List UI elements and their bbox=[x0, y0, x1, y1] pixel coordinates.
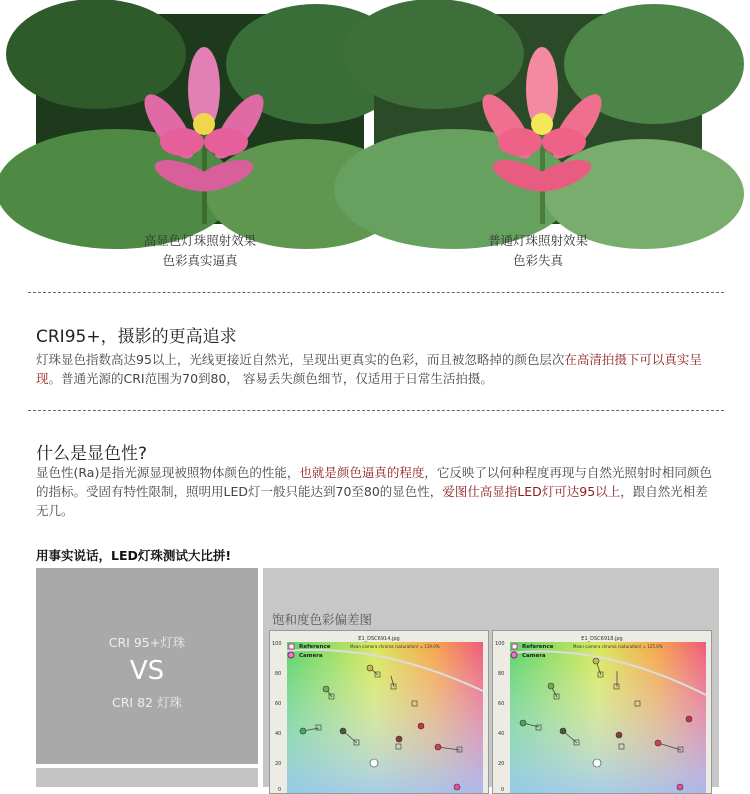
y-tick: 100 bbox=[272, 641, 282, 647]
chart-note: Mean camera chroma (saturation) = 125.6% bbox=[573, 644, 663, 649]
cri-low-label: CRI 82 灯珠 bbox=[112, 695, 182, 710]
panel-bottom bbox=[36, 768, 258, 787]
section-title-cri: CRI95+，摄影的更高追求 bbox=[36, 327, 237, 347]
saturation-chart-panel bbox=[263, 568, 719, 793]
chart-title: 饱和度色彩偏差图 bbox=[272, 612, 373, 627]
vs-label: VS bbox=[129, 656, 165, 686]
photo-caption-left bbox=[36, 231, 364, 271]
comparison-title: 用事实说话，LED灯珠测试大比拼! bbox=[36, 548, 232, 563]
section-title-color-rendering: 什么是显色性? bbox=[36, 444, 148, 464]
saturation-chart-right bbox=[492, 630, 712, 794]
text: 显色性(Ra)是指光源显现被照物体颜色的性能， bbox=[36, 465, 300, 480]
y-tick: 100 bbox=[495, 641, 505, 647]
y-tick: 60 bbox=[275, 701, 282, 707]
cri-comparison-panel bbox=[36, 568, 258, 764]
section-text-cri bbox=[36, 350, 714, 388]
legend-camera: Camera bbox=[299, 653, 323, 659]
chart-header: E1_DSC6914.jpg bbox=[358, 636, 400, 642]
y-tick: 80 bbox=[498, 671, 505, 677]
text: 。普通光源的CRI范围为70到80， 容易丢失颜色细节，仅适用于日常生活拍摄。 bbox=[48, 371, 493, 386]
highlight-text: 在高清拍摄下可以真实呈现 bbox=[36, 352, 702, 386]
lotus-photo-high-cri bbox=[36, 14, 364, 224]
caption-line: 普通灯珠照射效果 bbox=[487, 233, 588, 248]
legend-camera: Camera bbox=[522, 653, 546, 659]
text: ，它反映了以何种程度再现与自然光照射时相同颜色的指标。受固有特性限制，照明用LED灯一般只能达到70至80的显色性， bbox=[36, 465, 712, 499]
cri-high-label: CRI 95+灯珠 bbox=[108, 635, 186, 650]
text: 灯珠显色指数高达95以上，光线更接近自然光，呈现出更真实的色彩，而且被忽略掉的颜色层次 bbox=[36, 352, 565, 367]
y-tick: 80 bbox=[275, 671, 282, 677]
chart-graphic bbox=[493, 631, 711, 793]
chart-graphic bbox=[270, 631, 488, 793]
y-tick: 60 bbox=[498, 701, 505, 707]
legend-reference: Reference bbox=[522, 644, 554, 650]
highlight-text: 也就是颜色逼真的程度 bbox=[299, 465, 425, 480]
highlight-text: 爱图仕高显指LED灯可达95以上 bbox=[442, 484, 621, 499]
y-tick: 40 bbox=[498, 731, 505, 737]
lotus-photo-normal bbox=[374, 14, 702, 224]
saturation-chart-left bbox=[269, 630, 489, 794]
chart-note: Mean camera chroma (saturation) = 119.0% bbox=[350, 644, 440, 649]
text: ，跟自然光相差无几。 bbox=[36, 484, 708, 518]
y-tick: 0 bbox=[501, 787, 505, 793]
section-text-color-rendering bbox=[36, 463, 714, 520]
photo-caption-right bbox=[374, 231, 702, 271]
legend-reference: Reference bbox=[299, 644, 331, 650]
y-tick: 40 bbox=[275, 731, 282, 737]
divider bbox=[28, 410, 724, 411]
caption-line: 色彩真实逼真 bbox=[162, 253, 238, 268]
divider bbox=[28, 292, 724, 293]
y-tick: 0 bbox=[278, 787, 282, 793]
y-tick: 20 bbox=[498, 761, 505, 767]
caption-line: 色彩失真 bbox=[512, 253, 563, 268]
y-tick: 20 bbox=[275, 761, 282, 767]
chart-header: E1_DSC6918.jpg bbox=[581, 636, 623, 642]
caption-line: 高显色灯珠照射效果 bbox=[143, 233, 257, 248]
